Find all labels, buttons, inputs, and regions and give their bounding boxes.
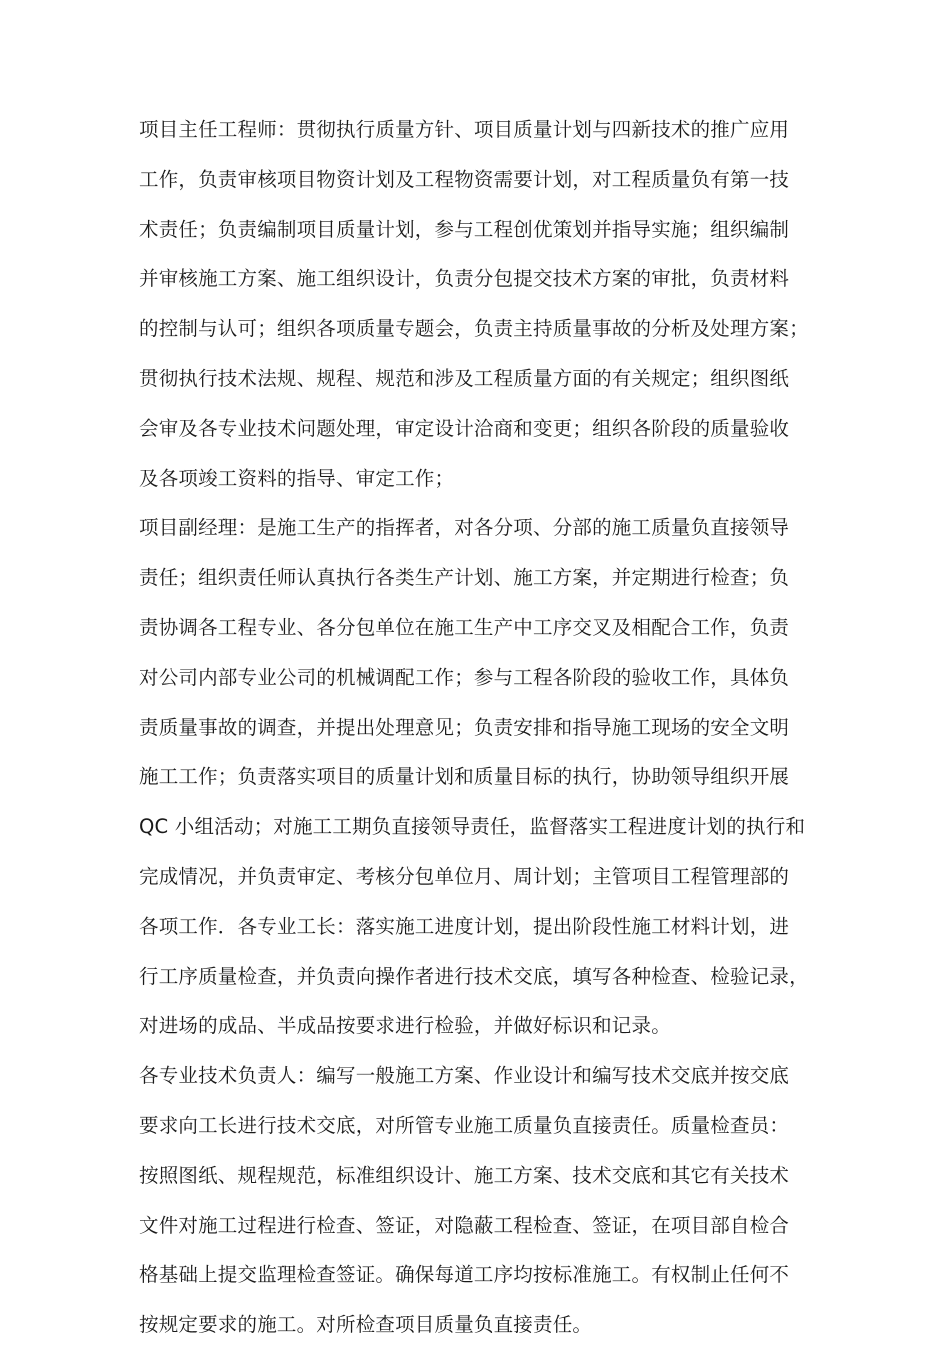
- text-line: 贯彻执行技术法规、规程、规范和涉及工程质量方面的有关规定；组织图纸: [139, 366, 790, 390]
- text-line: 各专业技术负责人：编写一般施工方案、作业设计和编写技术交底并按交底: [139, 1064, 790, 1088]
- body-text: [139, 105, 839, 1350]
- text-line: 对进场的成品、半成品按要求进行检验，并做好标识和记录。: [139, 1014, 671, 1038]
- text-line: 格基础上提交监理检查签证。确保每道工序均按标准施工。有权制止任何不: [139, 1263, 790, 1287]
- text-line: 按规定要求的施工。对所检查项目质量负直接责任。: [139, 1313, 593, 1337]
- text-line: 的控制与认可；组织各项质量专题会，负责主持质量事故的分析及处理方案；: [139, 317, 809, 341]
- text-line: 对公司内部专业公司的机械调配工作；参与工程各阶段的验收工作，具体负: [139, 665, 790, 689]
- text-line: 及各项竣工资料的指导、审定工作；: [139, 466, 455, 490]
- text-line: 项目主任工程师：贯彻执行质量方针、项目质量计划与四新技术的推广应用: [139, 118, 790, 141]
- text-line: 责任；组织责任师认真执行各类生产计划、施工方案，并定期进行检查；负: [139, 566, 790, 590]
- text-line: 责质量事故的调查，并提出处理意见；负责安排和指导施工现场的安全文明: [139, 715, 790, 739]
- text-line: 施工工作；负责落实项目的质量计划和质量目标的执行，协助领导组织开展: [139, 765, 790, 789]
- text-line: 会审及各专业技术问题处理，审定设计洽商和变更；组织各阶段的质量验收: [139, 416, 790, 440]
- text-line: 各项工作．各专业工长：落实施工进度计划，提出阶段性施工材料计划，进: [139, 914, 790, 938]
- text-line: 完成情况，并负责审定、考核分包单位月、周计划；主管项目工程管理部的: [139, 864, 790, 888]
- text-line: 责协调各工程专业、各分包单位在施工生产中工序交叉及相配合工作，负责: [139, 615, 790, 639]
- text-line: 术责任；负责编制项目质量计划，参与工程创优策划并指导实施；组织编制: [139, 217, 790, 241]
- text-line: QC 小组活动；对施工工期负直接领导责任，监督落实工程进度计划的执行和: [139, 815, 806, 839]
- text-line: 要求向工长进行技术交底，对所管专业施工质量负直接责任。质量检查员：: [139, 1113, 790, 1137]
- text-line: 行工序质量检查，并负责向操作者进行技术交底，填写各种检查、检验记录，: [139, 964, 809, 988]
- text-line: 项目副经理：是施工生产的指挥者，对各分项、分部的施工质量负直接领导: [139, 516, 790, 540]
- text-line: 按照图纸、规程规范，标准组织设计、施工方案、技术交底和其它有关技术: [139, 1163, 790, 1187]
- text-line: 工作，负责审核项目物资计划及工程物资需要计划，对工程质量负有第一技: [139, 167, 790, 191]
- text-line: 文件对施工过程进行检查、签证，对隐蔽工程检查、签证，在项目部自检合: [139, 1213, 790, 1237]
- text-line: 并审核施工方案、施工组织设计，负责分包提交技术方案的审批，负责材料: [139, 267, 790, 291]
